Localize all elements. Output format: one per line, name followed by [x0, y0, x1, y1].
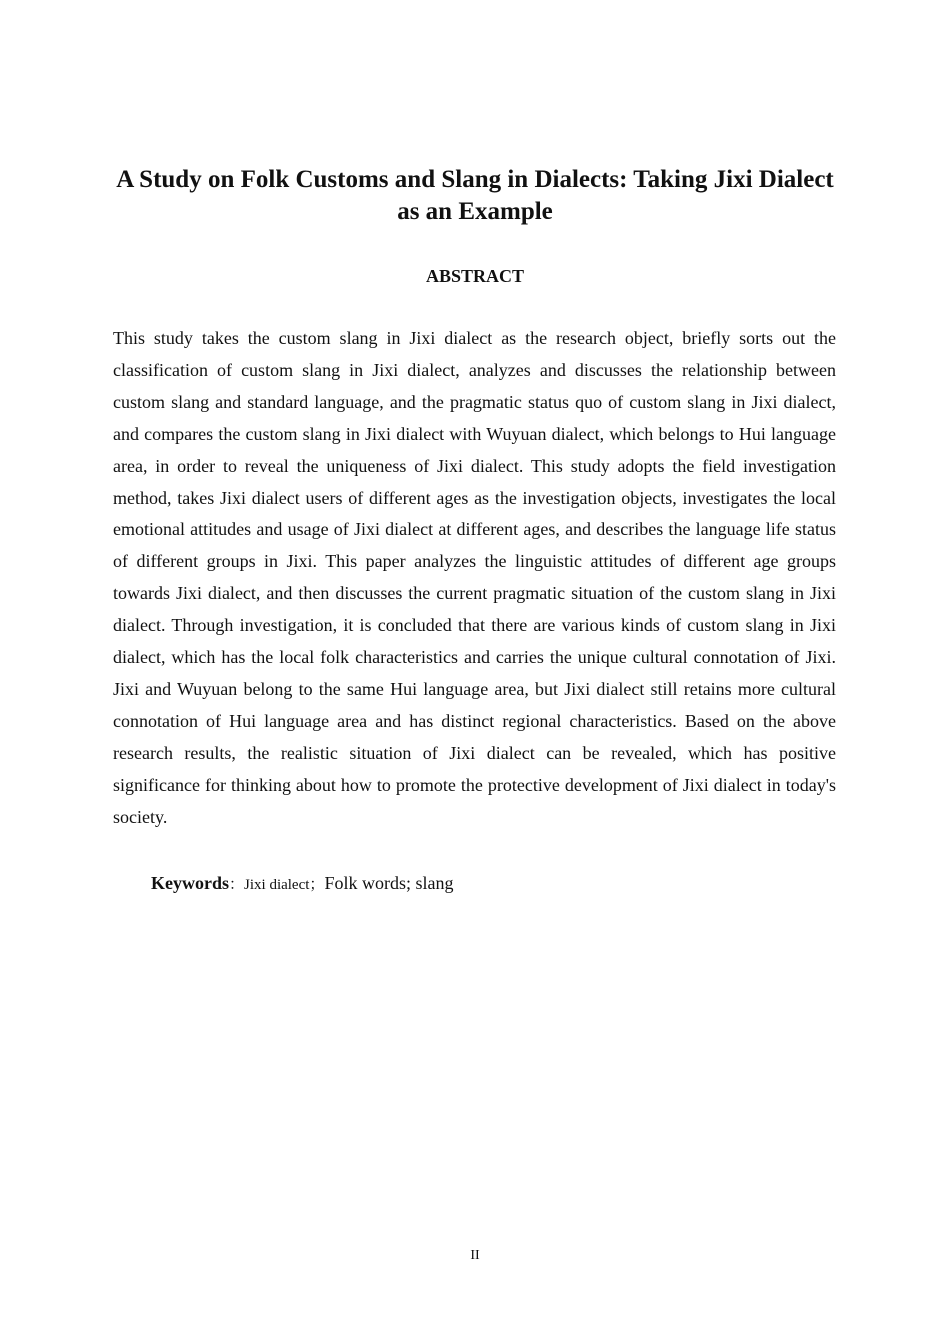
keywords-label-separator: ：	[229, 877, 245, 893]
keywords-label: Keywords	[151, 873, 229, 893]
keyword-jixi-dialect: Jixi dialect	[244, 877, 310, 893]
abstract-heading: ABSTRACT	[425, 266, 525, 286]
keywords-rest: Folk words; slang	[324, 873, 454, 893]
keywords-line	[151, 869, 453, 899]
keyword-separator: ；	[309, 877, 325, 893]
abstract-body: This study takes the custom slang in Jixi dialect as the research object, briefly sorts out the classification of custom slang in Jixi dialect, analyzes and discusses the relationship between custom slang and standard language, and the pragmatic status quo of custom slang in Jixi dialect, and compares the custom slang in Jixi dialect with Wuyuan dialect, which belongs to Hui language area, in order to reveal the uniqueness of Jixi dialect. This study adopts the field investigation method, takes Jixi dialect users of different ages as the investigation objects, investigates the local emotional attitudes and usage of Jixi dialect at different ages, and describes the language life status of different groups in Jixi. This paper analyzes the linguistic attitudes of different age groups towards Jixi dialect, and then discusses the current pragmatic situation of the custom slang in Jixi dialect. Through investigation, it is concluded that there are various kinds of custom slang in Jixi dialect, which has the local folk characteristics and carries the unique cultural connotation of Jixi. Jixi and Wuyuan belong to the same Hui language area, but Jixi dialect still retains more cultural connotation of Hui language area and has distinct regional characteristics. Based on the above research results, the realistic situation of Jixi dialect can be revealed, which has positive significance for thinking about how to promote the protective development of Jixi dialect in today's society.	[113, 328, 836, 827]
paper-title: A Study on Folk Customs and Slang in Dialects: Taking Jixi Dialect as an Example	[116, 166, 834, 225]
page-number: II	[470, 1248, 480, 1263]
